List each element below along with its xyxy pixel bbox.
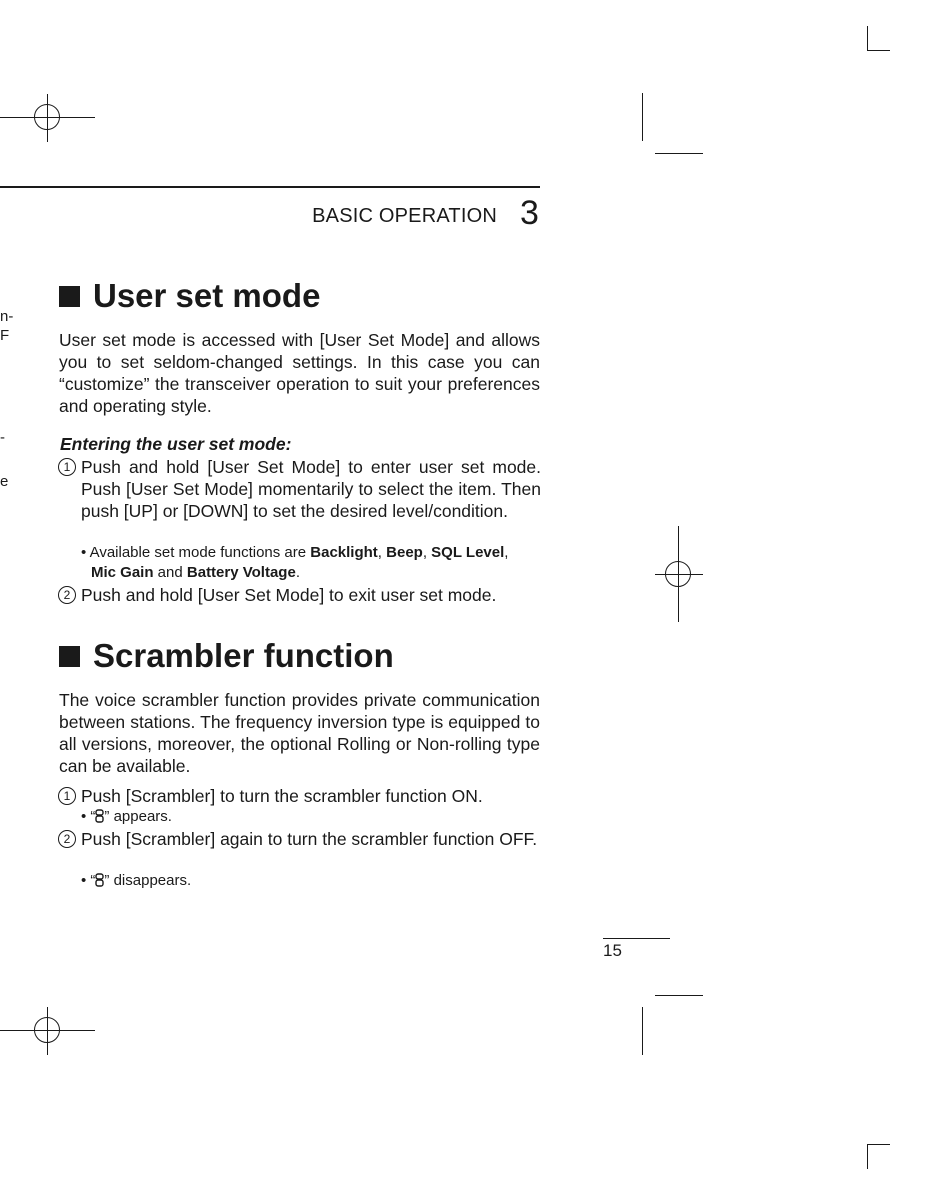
trim-mark-lower-vertical	[642, 1007, 643, 1055]
heading-text: Scrambler function	[93, 637, 394, 674]
step-text: Push [Scrambler] to turn the scrambler function ON.	[81, 786, 483, 806]
function-beep: Beep	[386, 544, 423, 561]
step-text: Push and hold [User Set Mode] to exit user set mode.	[81, 585, 497, 605]
crop-mark-bottom-right-horizontal	[867, 1144, 890, 1145]
trim-mark-lower-horizontal	[655, 995, 703, 996]
function-sql-level: SQL Level	[431, 544, 505, 561]
edge-fragment: n-	[0, 308, 14, 325]
crop-mark-bottom-right-vertical	[867, 1144, 868, 1169]
crop-mark-top-right-vertical	[867, 26, 868, 51]
header-rule	[0, 186, 540, 188]
trim-mark-upper-vertical	[642, 93, 643, 141]
step-number-circle: 1	[58, 458, 76, 476]
step-number-circle: 1	[58, 787, 76, 805]
user-set-mode-step-2	[58, 584, 541, 606]
step-number-circle: 2	[58, 586, 76, 604]
edge-fragment: -	[0, 429, 5, 446]
step-number-circle: 2	[58, 830, 76, 848]
section-heading-user-set-mode	[59, 277, 320, 315]
section-heading-scrambler	[59, 637, 394, 675]
page-number: 15	[603, 941, 622, 960]
page-number-rule	[603, 938, 670, 939]
available-functions-note: • Available set mode functions are Backlight, Beep, SQL Level, Mic Gain and Battery Voltage.	[81, 544, 509, 581]
scrambler-intro: The voice scrambler function provides private communication between stations. The frequency inversion type is equipped to all versions, moreover, the optional Rolling or Non-rolling type can be available.	[59, 690, 540, 776]
function-backlight: Backlight	[310, 544, 378, 561]
function-battery-voltage: Battery Voltage	[186, 564, 296, 581]
crop-mark-top-right-horizontal	[867, 50, 890, 51]
function-mic-gain: Mic Gain	[91, 564, 154, 581]
user-set-mode-step-1	[58, 456, 541, 522]
trim-mark-upper-horizontal	[655, 153, 703, 154]
heading-square-icon	[59, 646, 80, 667]
step-text: Push [Scrambler] again to turn the scrambler function OFF.	[81, 829, 538, 849]
entering-subheading: Entering the user set mode:	[60, 434, 292, 454]
scrambler-note-disappears: • “ ” disappears.	[81, 872, 192, 889]
edge-fragment: e	[0, 473, 9, 490]
scrambler-note-appears: • “ ” appears.	[81, 808, 172, 825]
user-set-mode-intro: User set mode is accessed with [User Set Mode] and allows you to set seldom-changed settings. In this case you can “customize” the transceiver operation to suit your preferences and operating style.	[59, 330, 540, 416]
scrambler-step-2	[58, 828, 541, 850]
edge-fragment: F	[0, 327, 10, 344]
chapter-number: 3	[520, 194, 539, 232]
scrambler-step-1	[58, 785, 541, 807]
heading-square-icon	[59, 286, 80, 307]
step-text: Push and hold [User Set Mode] to enter user set mode. Push [User Set Mode] momentarily to select the item. Then push [UP] or [DOWN] to set the desired level/condition.	[81, 457, 541, 521]
heading-text: User set mode	[93, 277, 321, 314]
chapter-label: BASIC OPERATION	[312, 205, 497, 227]
